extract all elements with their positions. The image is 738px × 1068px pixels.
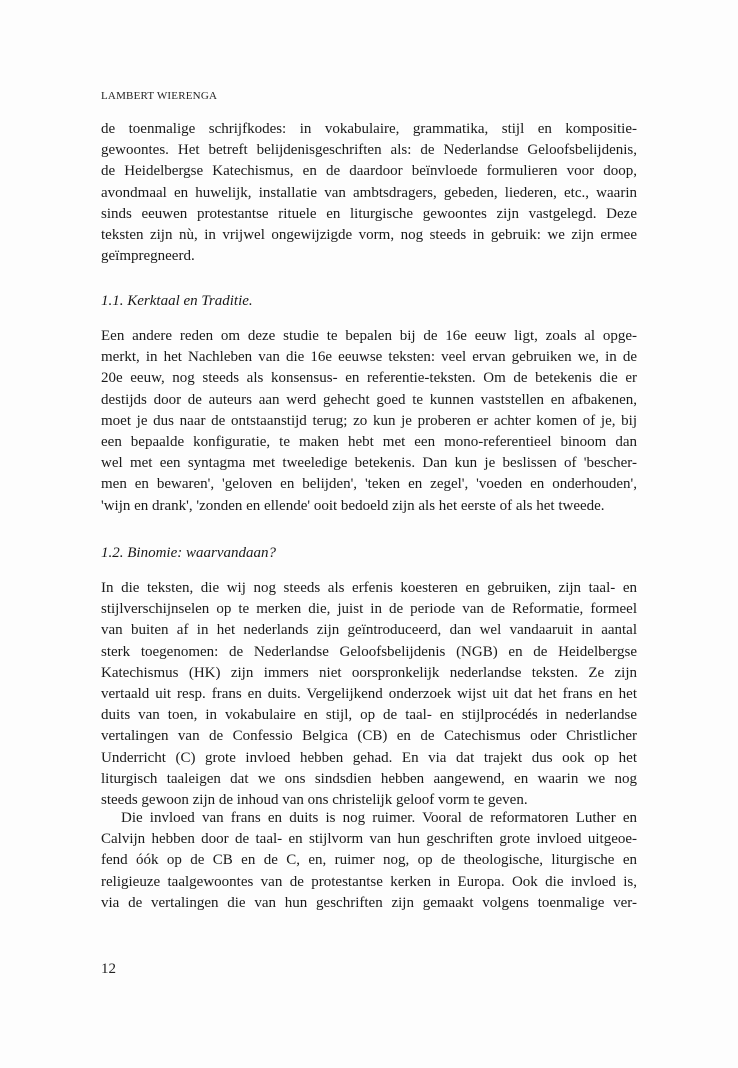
text-line: wel met een syntagma met tweeledige betekenis. Dan kun je beslissen of 'bescher-: [101, 455, 637, 472]
text-line: duits van toen, in vokabulaire en stijl, op de taal- en stijlprocédés in nederlandse: [101, 707, 637, 724]
text-line: vertaald uit resp. frans en duits. Vergelijkend onderzoek wijst uit dat het frans en het: [101, 685, 637, 702]
text-line: 'wijn en drank', 'zonden en ellende' ooit bedoeld zijn als het eerste of als het tweede.: [101, 497, 605, 514]
text-line: steeds gewoon zijn de inhoud van ons christelijk geloof vorm te geven.: [101, 791, 528, 808]
text-line: Underricht (C) grote invloed hebben gehad. En via dat trajekt dus ook op het: [101, 749, 637, 766]
text-line: teksten zijn nù, in vrijwel ongewijzigde vorm, nog steeds in gebruik: we zijn ermee: [101, 226, 637, 243]
text-line: gewoontes. Het betreft belijdenisgeschriften als: de Nederlandse Geloofsbelijdenis,: [101, 142, 637, 159]
text-line: men en bewaren', 'geloven en belijden', 'teken en zegel', 'voeden en onderhouden',: [101, 476, 637, 493]
text-line: sinds eeuwen protestantse rituele en liturgische gewoontes zijn vastgelegd. Deze: [101, 205, 637, 222]
section-2-paragraph-1: [101, 578, 637, 811]
section-2-paragraph-2: [101, 808, 637, 914]
text-line: via de vertalingen die van hun geschriften zijn gemaakt volgens toenmalige ver-: [101, 894, 637, 911]
text-line: geïmpregneerd.: [101, 248, 195, 265]
section-heading-1-2: 1.2. Binomie: waarvandaan?: [101, 545, 276, 561]
page-number: 12: [101, 961, 116, 977]
text-line: Calvijn hebben door de taal- en stijlvorm van hun geschriften grote invloed uitgeoe-: [101, 831, 637, 848]
text-line: Katechismus (HK) zijn immers niet oorspronkelijk nederlandse teksten. Ze zijn: [101, 664, 637, 681]
text-line: de toenmalige schrijfkodes: in vokabulaire, grammatika, stijl en kompositie-: [101, 121, 637, 137]
text-line: moet je dus naar de ontstaanstijd terug; zo kun je proberen er achter komen of je, bij: [101, 412, 637, 429]
section-1-paragraph: [101, 326, 637, 517]
text-line: liturgisch taaleigen dat we ons sindsdien hebben aangewend, en waarin we nog: [101, 770, 637, 787]
text-line: vertalingen van de Confessio Belgica (CB) en de Catechismus oder Christlicher: [101, 728, 637, 745]
text-line: Een andere reden om deze studie te bepalen bij de 16e eeuw ligt, zoals al opge-: [101, 328, 637, 344]
text-line: sterk toegenomen: de Nederlandse Geloofsbelijdenis (NGB) en de Heidelbergse: [101, 643, 637, 660]
text-line: 20e eeuw, nog steeds als konsensus- en referentie-teksten. Om de betekenis die er: [101, 370, 637, 387]
text-line: fend óók op de CB en de C, en, ruimer nog, op de theologische, liturgische en: [101, 852, 637, 869]
intro-paragraph: [101, 119, 637, 267]
running-head: LAMBERT WIERENGA: [101, 90, 218, 102]
text-line: stijlverschijnselen op te merken die, juist in de periode van de Reformatie, formeel: [101, 601, 637, 618]
text-line: van buiten af in het nederlands zijn geïntroduceerd, dan wel vandaaruit in aantal: [101, 622, 637, 639]
text-line: avondmaal en huwelijk, installatie van ambtsdragers, gebeden, liederen, etc., waarin: [101, 184, 637, 201]
text-line: Die invloed van frans en duits is nog ruimer. Vooral de reformatoren Luther en: [121, 810, 637, 826]
text-line: In die teksten, die wij nog steeds als erfenis koesteren en gebruiken, zijn taal- en: [101, 580, 637, 596]
text-line: destijds door de auteurs aan werd gehecht goed te kunnen vaststellen en afbakenen,: [101, 391, 637, 408]
text-line: de Heidelbergse Katechismus, en de daardoor beïnvloede formulieren voor doop,: [101, 163, 637, 180]
section-heading-1-1: 1.1. Kerktaal en Traditie.: [101, 293, 253, 309]
text-line: merkt, in het Nachleben van die 16e eeuwse teksten: veel ervan gebruiken we, in de: [101, 349, 637, 366]
text-line: religieuze taalgewoontes van de protestantse kerken in Europa. Ook die invloed is,: [101, 873, 637, 890]
text-line: een bepaalde konfiguratie, te maken hebt met een mono-referentieel binoom dan: [101, 433, 637, 450]
